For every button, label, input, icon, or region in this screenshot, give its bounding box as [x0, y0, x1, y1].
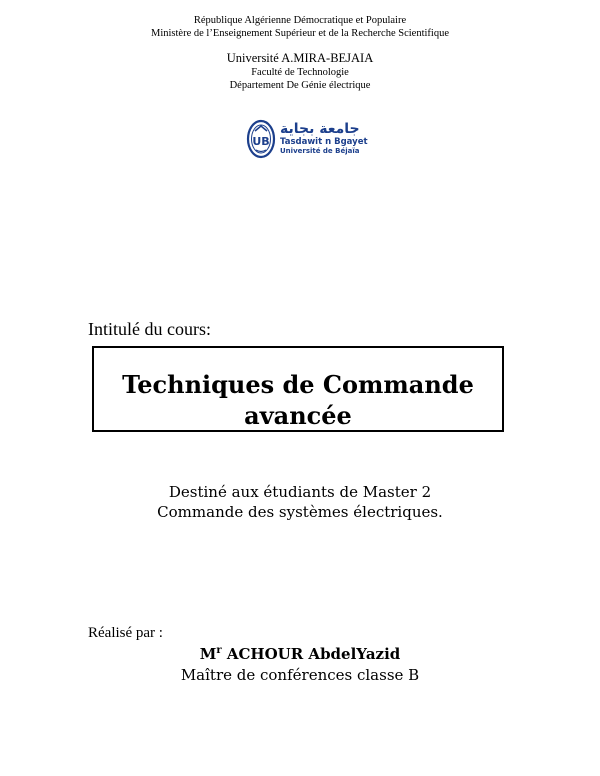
author-name: ACHOUR AbdelYazid	[226, 645, 401, 663]
logo-tamazight-text: Tasdawit n Bgayet	[280, 137, 368, 147]
author-prefix: M	[199, 645, 217, 663]
author-label: Réalisé par :	[88, 625, 163, 641]
university-line: Université A.MIRA-BEJAIA	[226, 51, 374, 65]
ministry-line: Ministère de l’Enseignement Supérieur et de la Recherche Scientifique	[151, 28, 449, 39]
university-emblem-icon	[246, 119, 276, 159]
author-prefix-sup: r	[216, 645, 222, 656]
course-label: Intitulé du cours:	[88, 319, 211, 339]
republic-line: République Algérienne Démocratique et Populaire	[193, 15, 407, 26]
university-logo	[246, 117, 368, 161]
department-line: Département De Génie électrique	[229, 80, 371, 91]
course-title-box	[92, 346, 504, 432]
logo-arabic-text: جامعة بجاية	[280, 121, 360, 137]
course-title-line2: avancée	[244, 401, 352, 430]
author-rank: Maître de conférences classe B	[180, 666, 420, 684]
logo-french-text: Université de Béjaïa	[280, 147, 360, 155]
author-name-line	[0, 644, 600, 664]
faculty-line: Faculté de Technologie	[251, 67, 349, 78]
logo-wordmark	[280, 121, 368, 156]
svg-text:UB: UB	[252, 135, 270, 148]
course-title-line1: Techniques de Commande	[122, 370, 474, 399]
audience-line2: Commande des systèmes électriques.	[157, 503, 443, 521]
audience-line1: Destiné aux étudiants de Master 2	[168, 483, 432, 501]
